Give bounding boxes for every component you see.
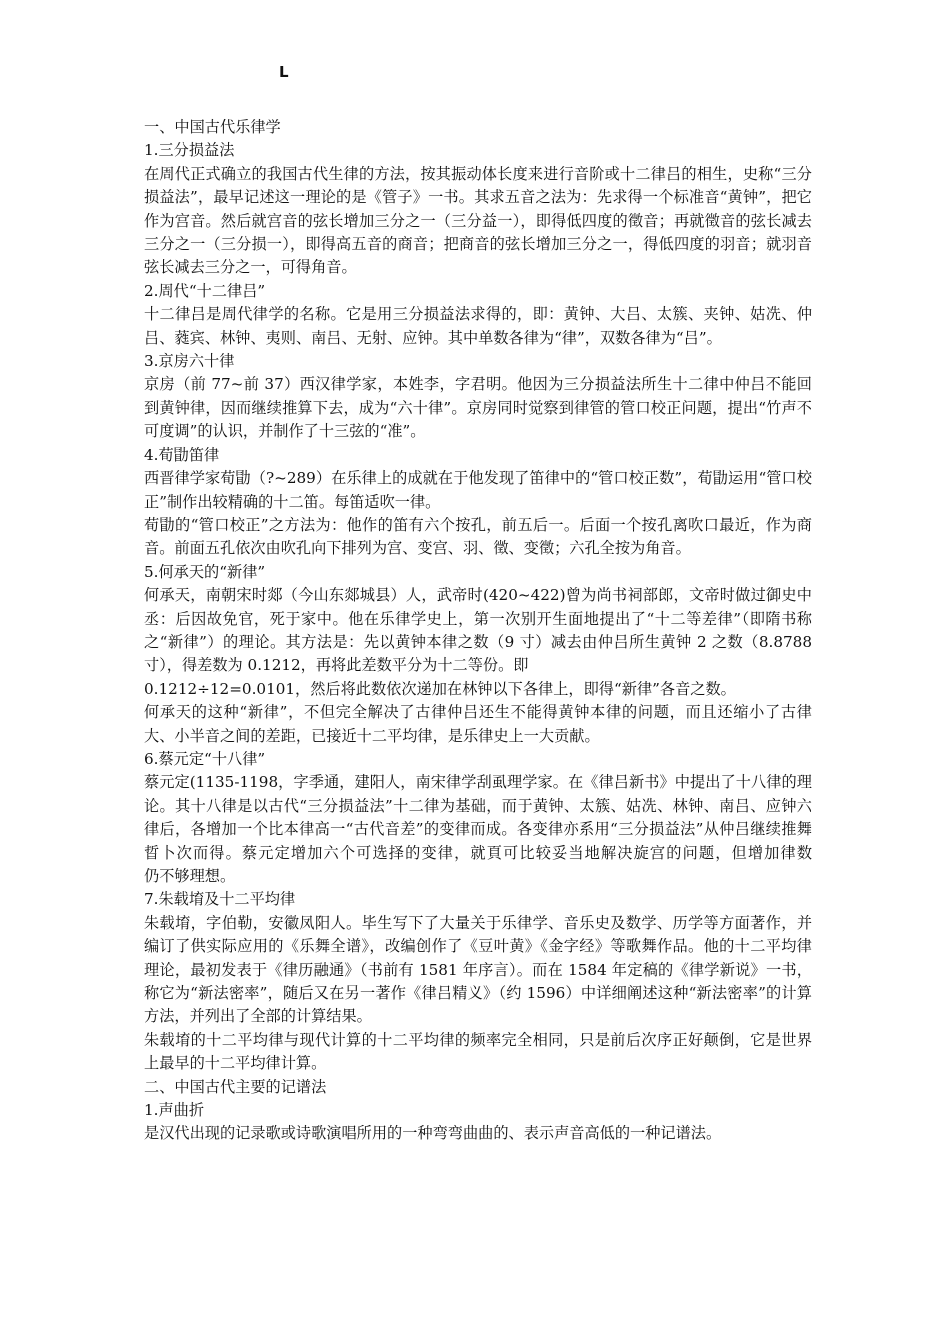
subsection-heading: 1.三分损益法 [144,141,235,160]
section-heading: 一、中国古代乐律学 [144,118,281,136]
paragraph: 荀勖的“管口校正”之方法为：他作的笛有六个按孔，前五后一。后面一个按孔离吹口最近，作为商音。前面五孔依次由吹孔向下排列为宫、变宫、羽、徵、变徵；六孔全按为角音。 [144,515,812,558]
section-heading: 二、中国古代主要的记谱法 [144,1077,327,1096]
header-mark: L [279,63,289,81]
subsection-heading: 3.京房六十律 [144,352,235,371]
paragraph: 何承天，南朝宋时郯（今山东郯城县）人，武帝时(420~422)曾为尚书祠部郎，文帝时做过御史中丞：后因故免官，死于家中。他在乐律学史上，第一次别开生面地提出了“十二等差律”（即隋书称之“新律”）的理论。其方法是：先以黄钟本律之数（9 寸）减去由仲吕所生黄钟 2 之数（8.8788 寸），得差数为 0.1212，再将此差数平分为十二等份。即 [144,586,812,675]
paragraph: 西晋律学家荀勖（?~289）在乐律上的成就在于他发现了笛律中的“管口校正数”，荀勖运用“管口校正”制作出较精确的十二笛。每笛适吹一律。 [144,469,812,511]
paragraph: 0.1212÷12=0.0101，然后将此数依次递加在林钟以下各律上，即得“新律”各音之数。 [144,679,736,698]
paragraph: 是汉代出现的记录歌或诗歌演唱所用的一种弯弯曲曲的、表示声音高低的一种记谱法。 [144,1124,722,1143]
paragraph: 在周代正式确立的我国古代生律的方法，按其振动体长度来进行音阶或十二律吕的相生，史称“三分损益法”，最早记述这一理论的是《管子》一书。其求五音之法为：先求得一个标准音“黄钟”，把它作为宫音。然后就宫音的弦长增加三分之一（三分益一），即得低四度的徵音；再就徵音的弦长减去三分之一（三分损一），即得高五音的商音；把商音的弦长增加三分之一，得低四度的羽音；就羽音弦长减去三分之一，可得角音。 [144,164,812,277]
document-body [144,116,843,1146]
paragraph: 京房（前 77~前 37）西汉律学家，本姓李，字君明。他因为三分损益法所生十二律中仲吕不能回到黄钟律，因而继续推算下去，成为“六十律”。京房同时觉察到律管的管口校正问题，提出“竹声不可度调”的认识，并制作了十三弦的“准”。 [144,375,812,441]
paragraph: 十二律吕是周代律学的名称。它是用三分损益法求得的，即：黄钟、大吕、太簇、夹钟、姑冼、仲吕、蕤宾、林钟、夷则、南吕、无射、应钟。其中单数各律为“律”，双数各律为“吕”。 [144,305,812,347]
paragraph: 蔡元定(1135-1198，字季通，建阳人，南宋律学刮虱理学家。在《律吕新书》中提出了十八律的理论。其十八律是以古代“三分损益法”十二律为基础，而于黄钟、太簇、姑冼、林钟、南吕、应钟六律后，各增加一个比本律高一“古代音差”的变律而成。各变律亦系用“三分损益法”从仲吕继续推舞晢卜次而得。蔡元定增加六个可选择的变律，就頁可比较妥当地解决旋宫的问题，但增加律数 仍不够理想。 [144,773,843,885]
paragraph: 朱载堉的十二平均律与现代计算的十二平均律的频率完全相同，只是前后次序正好颠倒，它是世界上最早的十二平均律计算。 [144,1030,812,1073]
subsection-heading: 5.何承天的“新律” [144,562,266,581]
paragraph: 朱载堉，字伯勒，安徽凤阳人。毕生写下了大量关于乐律学、音乐史及数学、历学等方面著作，并编订了供实际应用的《乐舞全谱》，改编创作了《豆叶黄》《金字经》等歌舞作品。他的十二平均律理论，最初发表于《律历融通》（书前有 1581 年序言）。而在 1584 年定稿的《律学新说》一书，称它为“新法密率”，随后又在另一著作《律吕精义》（约 1596）中详细阐述这种“新法密率”的计算方法，并列出了全部的计算结果。 [144,913,812,1026]
subsection-heading: 1.声曲折 [144,1101,205,1120]
subsection-heading: 2.周代“十二律吕” [144,281,266,300]
paragraph: 何承天的这种“新律”，不但完全解决了古律仲吕还生不能得黄钟本律的问题，而且还缩小了古律大、小半音之间的差距，已接近十二平均律，是乐律史上一大贡献。 [144,703,812,745]
subsection-heading: 4.荀勖笛律 [144,445,220,464]
subsection-heading: 7.朱载堉及十二平均律 [144,890,296,909]
subsection-heading: 6.蔡元定“十八律” [144,749,266,768]
